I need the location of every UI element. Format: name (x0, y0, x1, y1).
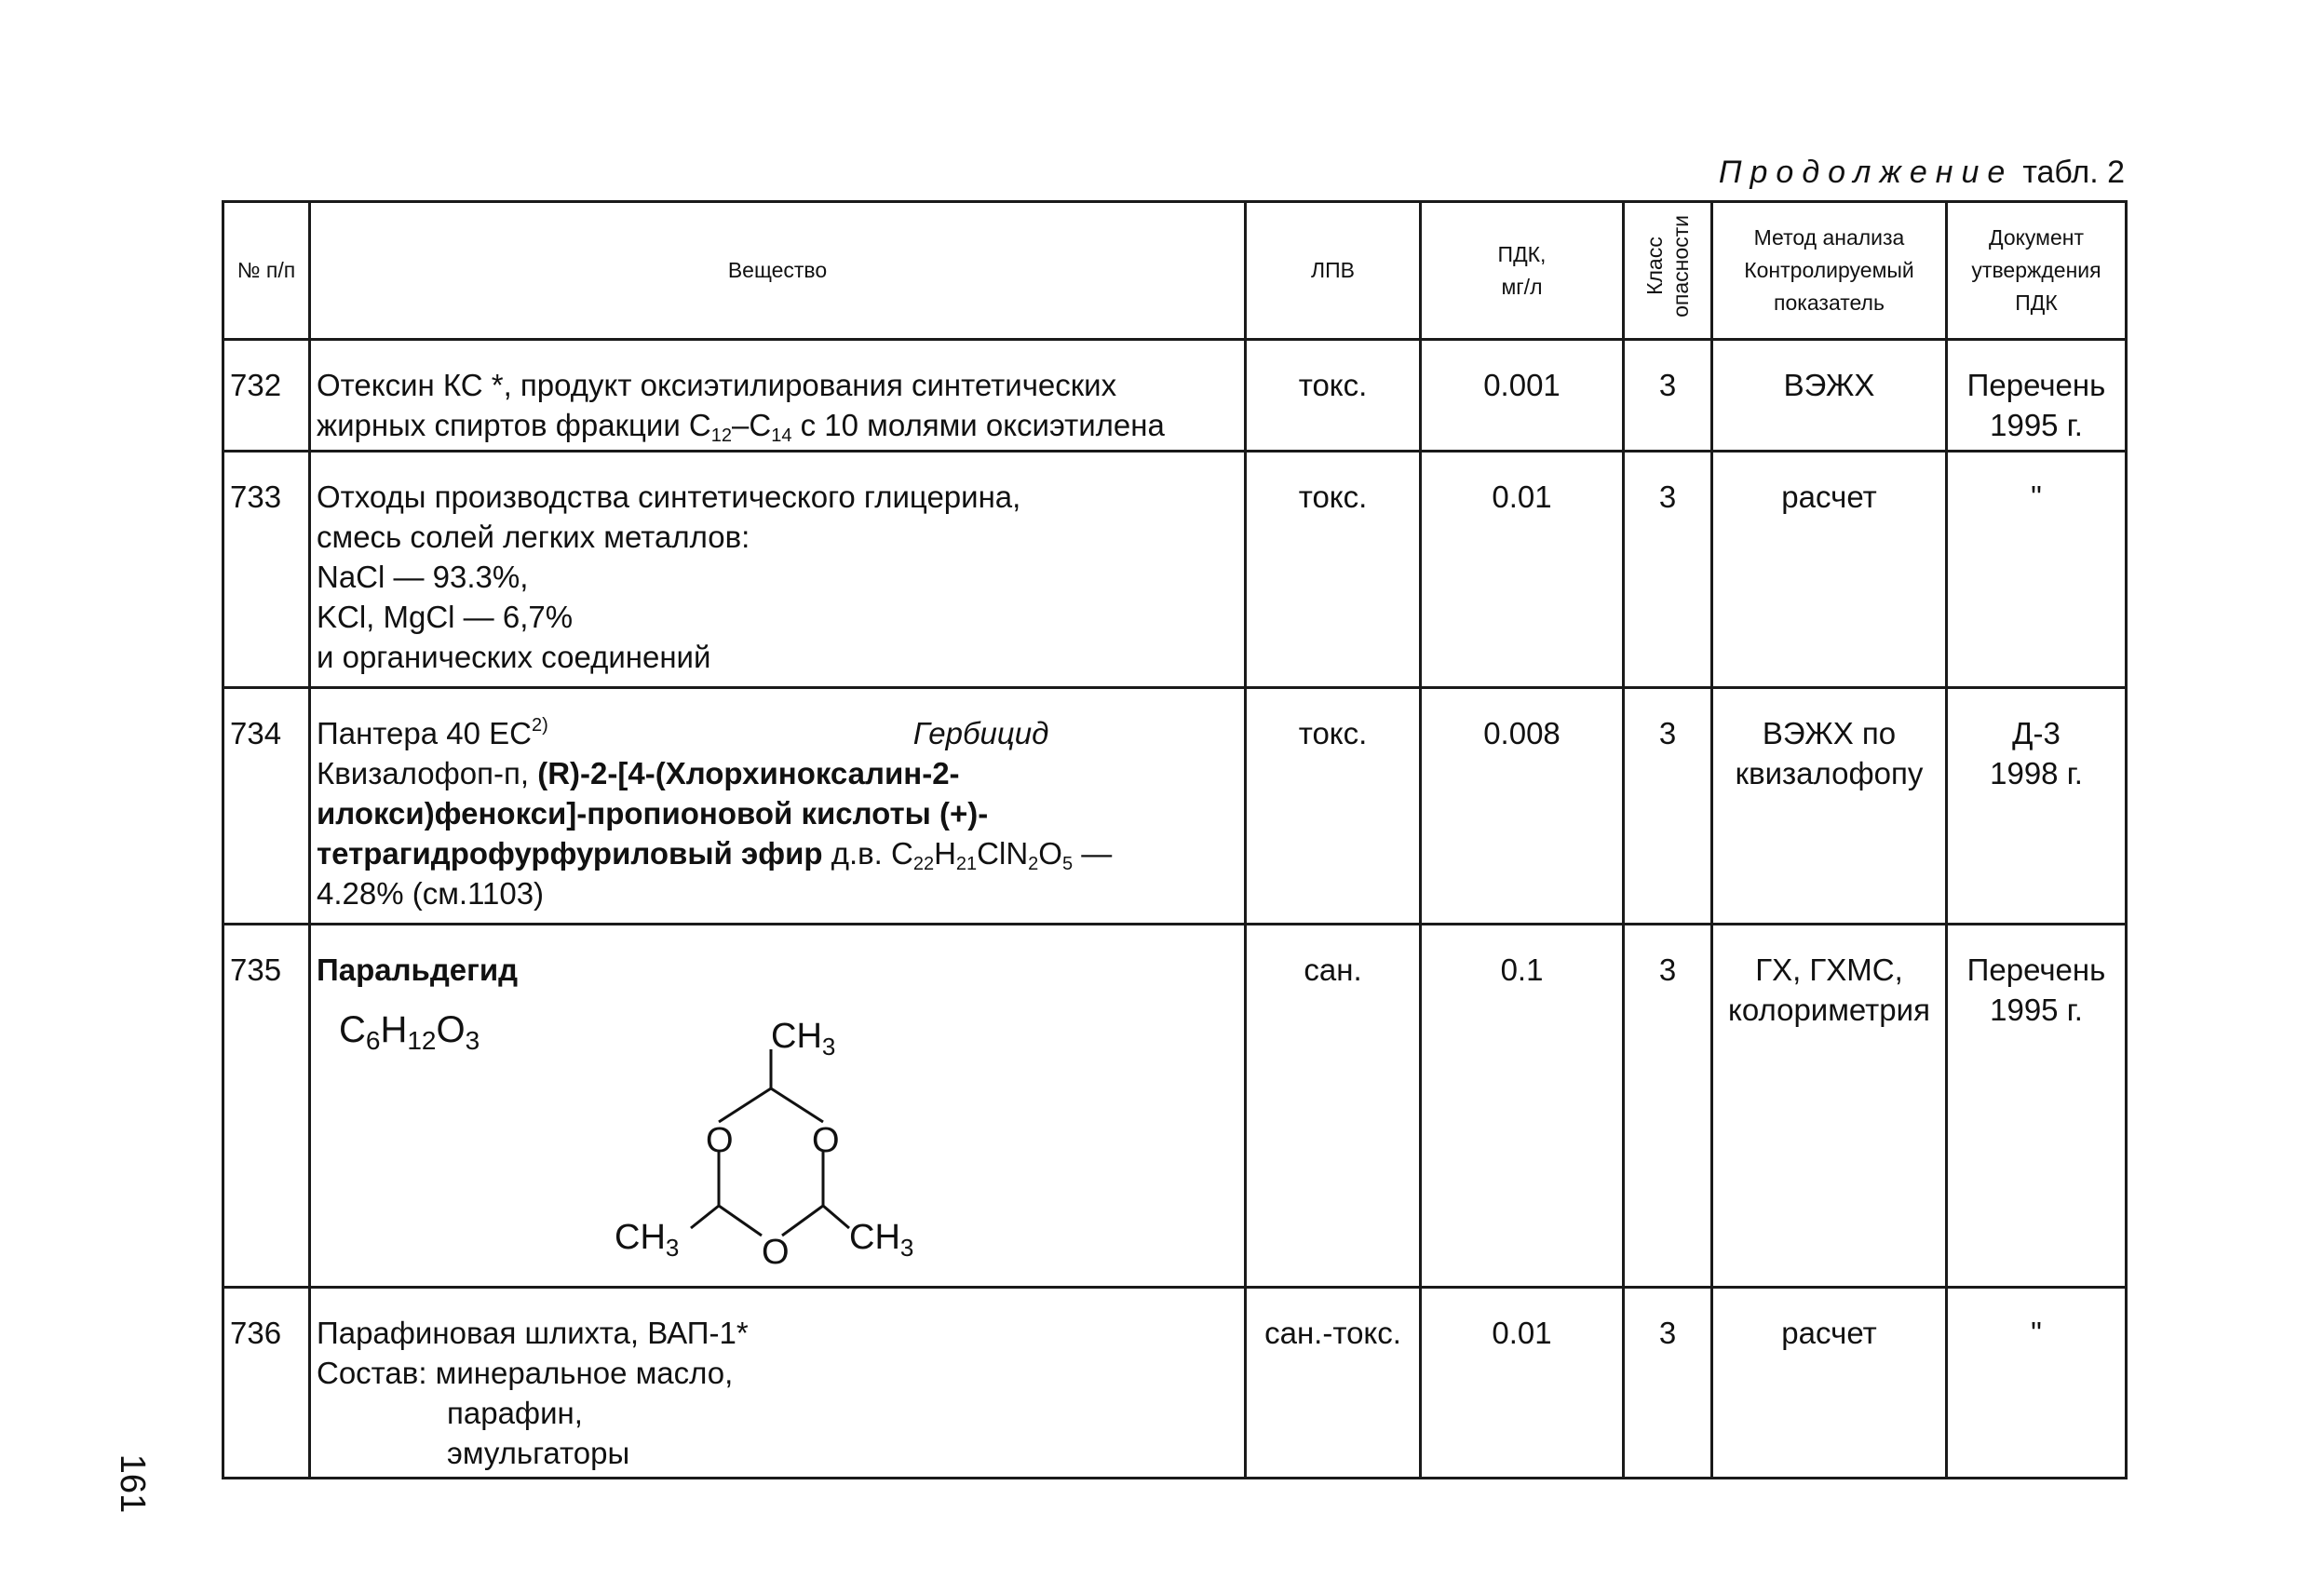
table-row (223, 1288, 2127, 1479)
header-doc-line2: утверждения (1971, 258, 2101, 282)
header-substance: Вещество (310, 202, 1246, 340)
row-number: 735 (223, 925, 310, 1288)
row-lpv: сан. (1246, 925, 1421, 1288)
row-hazard-class: 3 (1624, 688, 1712, 925)
row-hazard-class: 3 (1624, 452, 1712, 688)
table-row (223, 688, 2127, 925)
table-row (223, 925, 2127, 1288)
methyl-right: $CH_3$ (849, 1218, 914, 1262)
row-substance: Парафиновая шлихта, ВАП-1* Состав: минеральное масло, парафин, эмульгаторы (310, 1288, 1246, 1479)
caption-table-ref: табл. 2 (2022, 155, 2125, 190)
header-hazard-text: Класс опасности (1642, 214, 1693, 317)
row-lpv: токс. (1246, 340, 1421, 452)
row-number: 733 (223, 452, 310, 688)
row-method: расчет (1712, 452, 1947, 688)
row-pdk: 0.01 (1421, 1288, 1624, 1479)
header-num: № п/п (223, 202, 310, 340)
row-substance: Отходы производства синтетического глицерина, смесь солей легких металлов: NaCl — 93.3%, KCl, MgCl — 6,7% и органических соединений (310, 452, 1246, 688)
header-pdk-line2: мг/л (1501, 274, 1543, 299)
row-hazard-class: 3 (1624, 340, 1712, 452)
header-hazard-class (1624, 202, 1712, 340)
page-number: 161 (113, 1453, 153, 1514)
header-row (223, 202, 2127, 340)
oxygen-right: O (812, 1121, 840, 1160)
header-doc-line3: ПДК (2015, 290, 2058, 315)
oxygen-left: O (706, 1121, 734, 1160)
row-document: Д-3 1998 г. (1947, 688, 2127, 925)
row-category: Гербицид (912, 716, 1049, 750)
row-number: 734 (223, 688, 310, 925)
row-document: " (1947, 1288, 2127, 1479)
caption-continuation: Продолжение (1718, 155, 2014, 190)
header-lpv: ЛПВ (1246, 202, 1421, 340)
molecular-formula: $C_6H_{12}O_3$ (339, 1009, 480, 1055)
row-document: Перечень 1995 г. (1947, 340, 2127, 452)
row-number: 736 (223, 1288, 310, 1479)
substance-table (222, 200, 2128, 1479)
row-substance (310, 925, 1246, 1288)
header-method-line1: Метод анализа (1753, 225, 1905, 250)
row-substance: Отексин КС *, продукт оксиэтилирования синтетических жирных спиртов фракции $С_{12}-С_{14}$ с 10 молями оксиэтилена (310, 340, 1246, 452)
paraldehyde-structure (317, 995, 968, 1265)
row-substance: Пантера 40 ЕС$^{2)}$ Гербицид Квизалофоп-п, (R)-2-[4-(Хлорхиноксалин-2- илокси)фенокси]-пропионовой кислоты (+)- тетрагидрофурфуриловый эфир д.в. $С_{22}Н_{21}ClN_2O_5$ — 4.28% (см.1103) (310, 688, 1246, 925)
header-pdk-line1: ПДК, (1497, 241, 1547, 266)
row-method: расчет (1712, 1288, 1947, 1479)
substance-name: Паральдегид (317, 952, 519, 987)
row-lpv: сан.-токс. (1246, 1288, 1421, 1479)
row-method: ВЭЖХ (1712, 340, 1947, 452)
row-pdk: 0.001 (1421, 340, 1624, 452)
row-lpv: токс. (1246, 688, 1421, 925)
header-pdk (1421, 202, 1624, 340)
row-document: Перечень 1995 г. (1947, 925, 2127, 1288)
methyl-left: $CH_3$ (615, 1218, 680, 1262)
row-lpv: токс. (1246, 452, 1421, 688)
table-row (223, 452, 2127, 688)
methyl-top: $CH_3$ (771, 1017, 836, 1060)
row-pdk: 0.008 (1421, 688, 1624, 925)
row-number: 732 (223, 340, 310, 452)
header-document (1947, 202, 2127, 340)
oxygen-bottom: O (762, 1233, 790, 1265)
row-pdk: 0.1 (1421, 925, 1624, 1288)
header-doc-line1: Документ (1988, 225, 2085, 250)
row-hazard-class: 3 (1624, 925, 1712, 1288)
table-row (223, 340, 2127, 452)
header-method (1712, 202, 1947, 340)
header-method-line3: показатель (1774, 290, 1885, 315)
table-caption (1583, 155, 2125, 191)
row-method: ВЭЖХ по квизалофопу (1712, 688, 1947, 925)
row-method: ГХ, ГХМС, колориметрия (1712, 925, 1947, 1288)
header-method-line2: Контролируемый (1744, 258, 1914, 282)
row-document: " (1947, 452, 2127, 688)
row-hazard-class: 3 (1624, 1288, 1712, 1479)
row-pdk: 0.01 (1421, 452, 1624, 688)
